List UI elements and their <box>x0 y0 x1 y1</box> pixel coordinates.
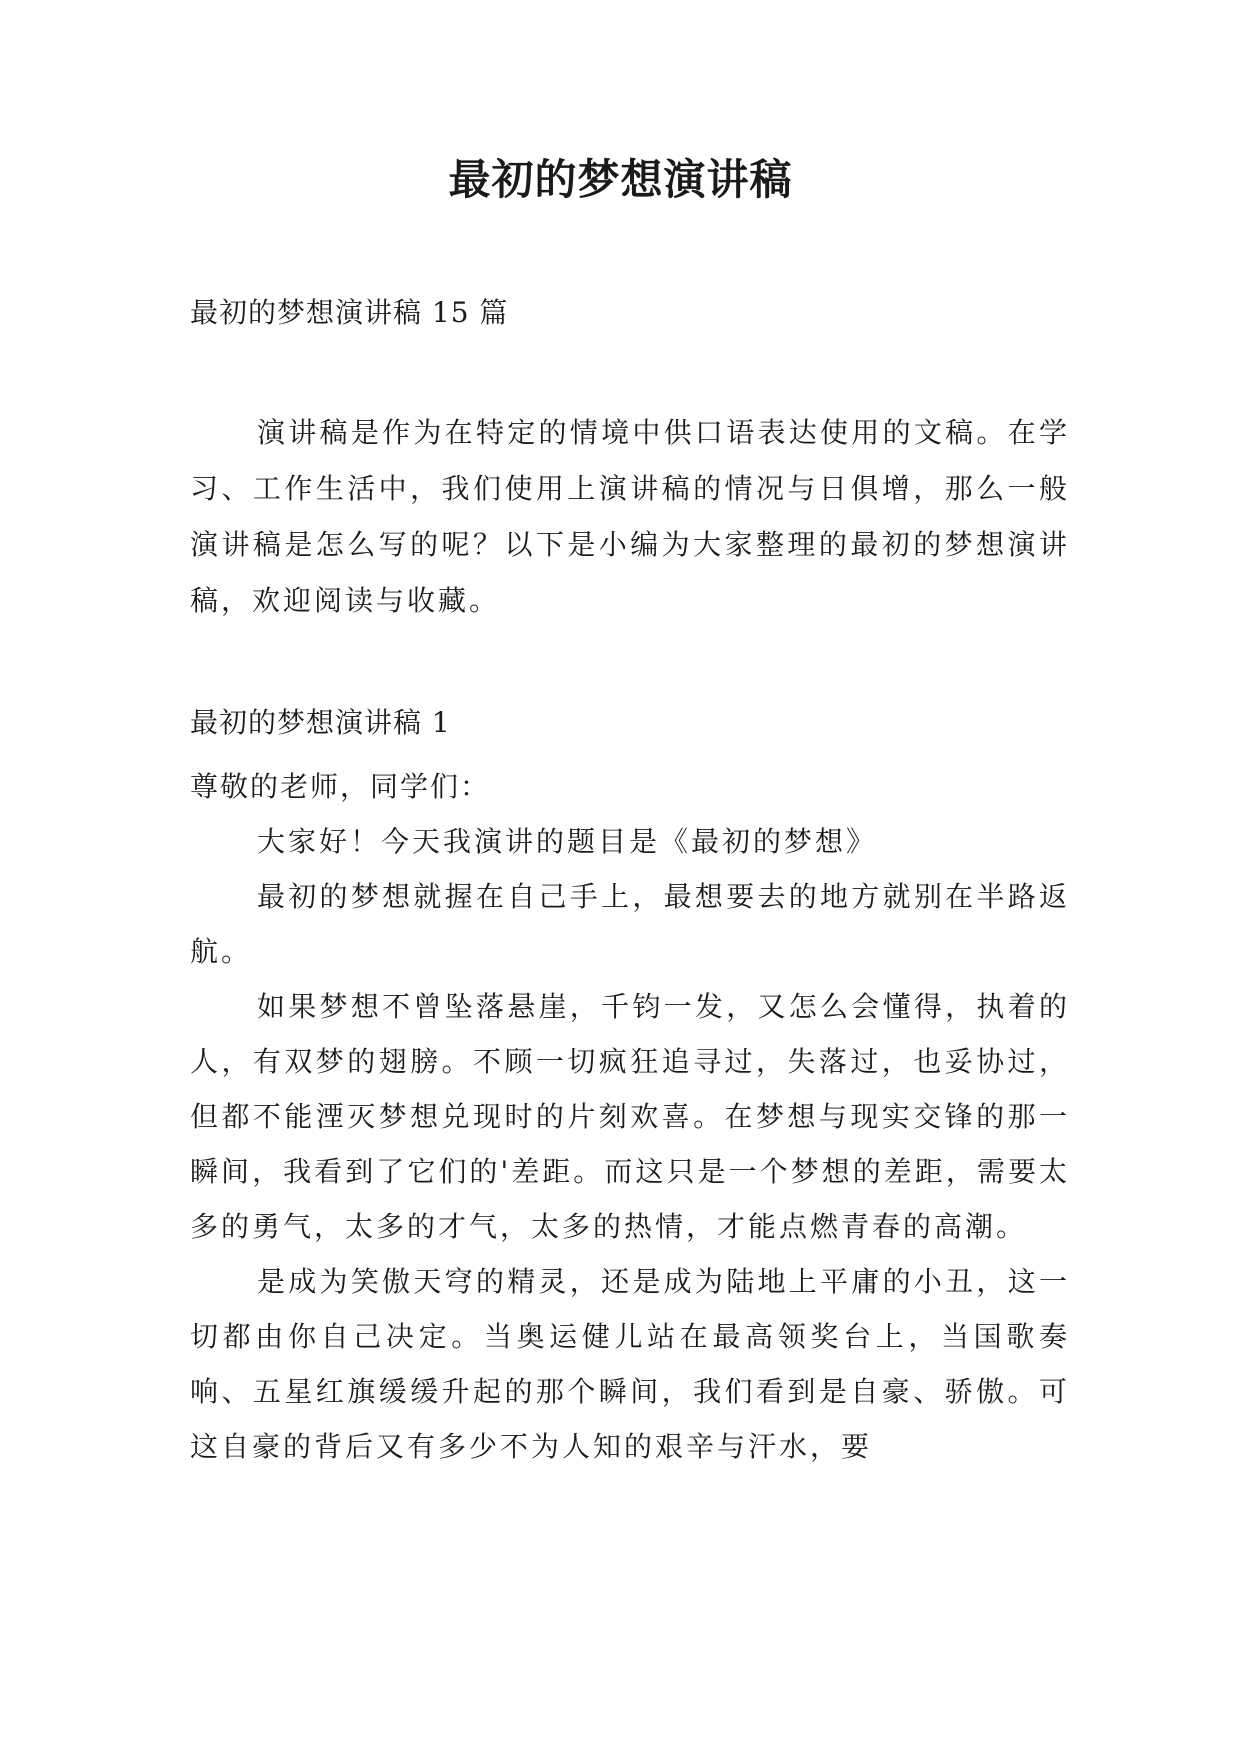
document-subtitle: 最初的梦想演讲稿 15 篇 <box>190 296 509 329</box>
body-paragraph: 最初的梦想就握在自己手上，最想要去的地方就别在半路返航。 <box>190 880 1070 968</box>
body-paragraph: 是成为笑傲天穹的精灵，还是成为陆地上平庸的小丑，这一切都由你自己决定。当奥运健儿站在最高领奖台上，当国歌奏响、五星红旗缓缓升起的那个瞬间，我们看到是自豪、骄傲。可这自豪的背后又有多少不为人知的艰辛与汗水，要 <box>190 1265 1070 1463</box>
section-heading: 最初的梦想演讲稿 1 <box>190 706 451 739</box>
body-paragraph: 大家好！今天我演讲的题目是《最初的梦想》 <box>257 825 878 858</box>
speech-body <box>190 760 1070 1474</box>
document-title: 最初的梦想演讲稿 <box>448 155 793 204</box>
greeting: 尊敬的老师，同学们： <box>190 770 491 803</box>
intro-paragraph: 演讲稿是作为在特定的情境中供口语表达使用的文稿。在学习、工作生活中，我们使用上演讲稿的情况与日俱增，那么一般演讲稿是怎么写的呢？以下是小编为大家整理的最初的梦想演讲稿，欢迎阅读与收藏。 <box>190 416 1070 617</box>
body-paragraph: 如果梦想不曾坠落悬崖，千钧一发，又怎么会懂得，执着的人，有双梦的翅膀。不顾一切疯狂追寻过，失落过，也妥协过，但都不能湮灭梦想兑现时的片刻欢喜。在梦想与现实交锋的那一瞬间，我看到了它们的'差距。而这只是一个梦想的差距，需要太多的勇气，太多的才气，太多的热情，才能点燃青春的高潮。 <box>190 990 1070 1243</box>
